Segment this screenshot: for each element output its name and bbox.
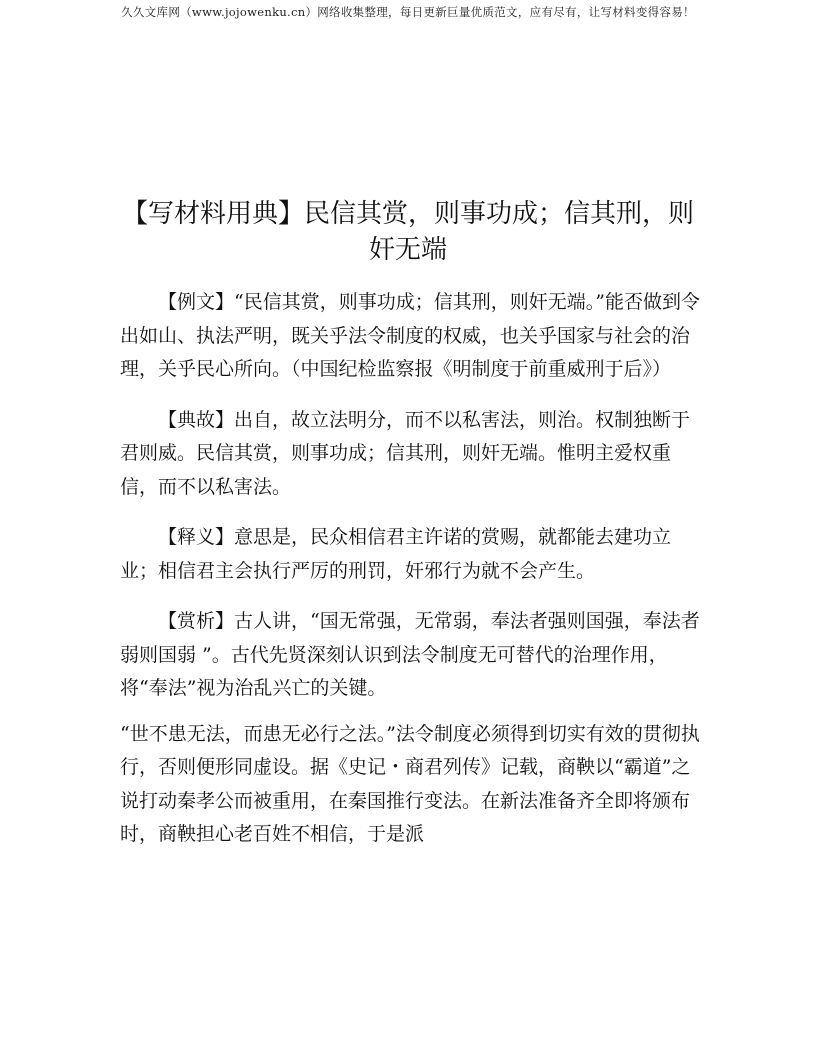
paragraph-text: 意思是，民众相信君主许诺的赏赐，就都能去建功立业；相信君主会执行严厉的刑罚，奸邪行为就不会产生。: [120, 526, 672, 582]
paragraph-allusion: [120, 404, 700, 505]
document-title: 【写材料用典】民信其赏，则事功成；信其刑，则奸无端: [121, 199, 694, 265]
paragraph-closing: “世不患无法，而患无必行之法。”法令制度必须得到切实有效的贯彻执行，否则便形同虚设。据《史记・商君列传》记载，商鞅以“霸道”之说打动秦孝公而被重用，在秦国推行变法。在新法准备齐全即将颁布时，商鞅担心老百姓不相信，于是派: [120, 722, 700, 845]
section-label-interpretation: 【释义】: [158, 526, 235, 548]
paragraph-appreciation: [120, 605, 700, 706]
document-body: [120, 286, 700, 852]
section-label-example: 【例文】: [158, 291, 235, 313]
section-label-allusion: 【典故】: [158, 408, 235, 431]
section-label-appreciation: 【赏析】: [158, 610, 235, 632]
page-header: 久久文库网（www.jojowenku.cn）网络收集整理，每日更新巨量优质范文，应有尽有，让写材料变得容易！: [121, 5, 695, 19]
paragraph-example: [120, 286, 700, 387]
paragraph-text: 古人讲，“国无常强，无常弱，奉法者强则国强，奉法者弱则国弱 ”。古代先贤深刻认识到法令制度无可替代的治理作用，将“奉法”视为治乱兴亡的关键。: [120, 610, 700, 699]
paragraph-interpretation: [120, 521, 700, 588]
paragraph-text: 出自，故立法明分，而不以私害法，则治。权制独断于君则威。民信其赏，则事功成；信其刑，则奸无端。惟明主爱权重信，而不以私害法。: [120, 408, 691, 498]
paragraph-text: “民信其赏，则事功成；信其刑，则奸无端。”能否做到令出如山、执法严明，既关乎法令制度的权威，也关乎国家与社会的治理，关乎民心所向。（中国纪检监察报《明制度于前重威刑于后》）: [120, 291, 700, 380]
